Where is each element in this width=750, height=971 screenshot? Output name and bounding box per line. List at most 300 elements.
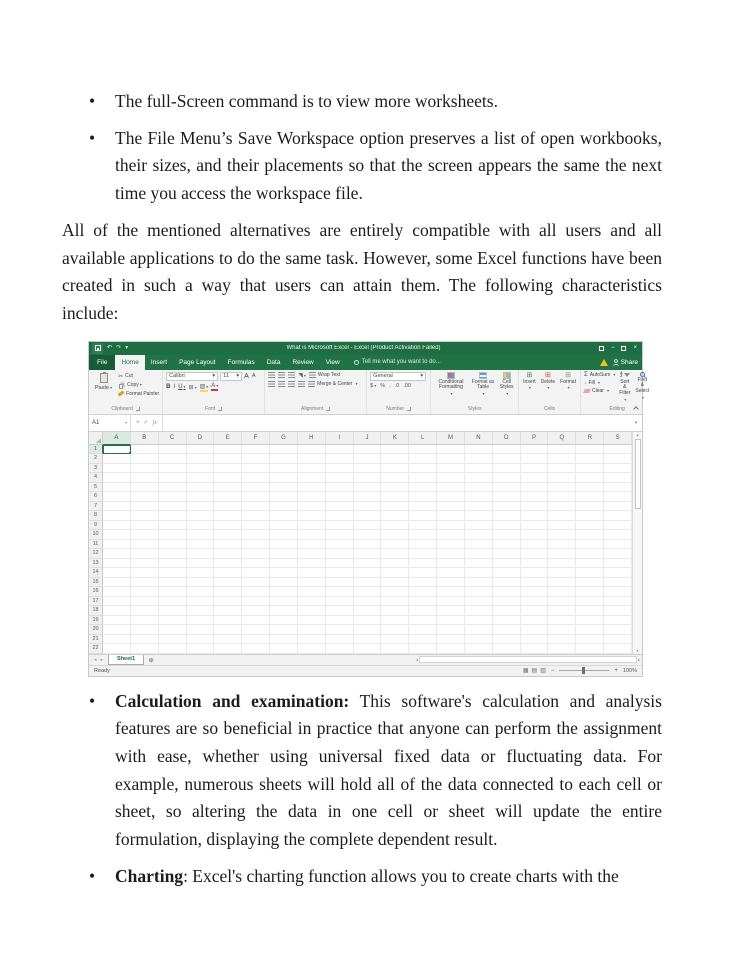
grid-cell[interactable] xyxy=(465,540,493,550)
grid-cell[interactable] xyxy=(604,625,632,635)
page-layout-view-button[interactable]: ▤ xyxy=(531,668,538,675)
grid-cell[interactable] xyxy=(493,568,521,578)
close-button[interactable]: × xyxy=(633,345,637,352)
enter-entry-button[interactable]: ✓ xyxy=(143,420,149,427)
ribbon-tab-view[interactable]: View xyxy=(325,358,340,366)
grid-cell[interactable] xyxy=(576,483,604,493)
fill-color-button[interactable] xyxy=(200,383,209,392)
grid-cell[interactable] xyxy=(326,625,354,635)
grid-cell[interactable] xyxy=(159,511,187,521)
indent-icon[interactable] xyxy=(298,381,305,387)
grid-cell[interactable] xyxy=(242,606,270,616)
prev-sheet-button[interactable]: ◂ xyxy=(94,656,97,663)
grid-cell[interactable] xyxy=(298,587,326,597)
grid-cell[interactable] xyxy=(103,521,131,531)
grid-cell[interactable] xyxy=(576,578,604,588)
row-header-12[interactable]: 12 xyxy=(89,549,103,559)
grid-cell[interactable] xyxy=(381,635,409,645)
undo-button[interactable]: ↶ xyxy=(107,345,113,352)
grid-cell[interactable] xyxy=(214,473,242,483)
grid-cell[interactable] xyxy=(242,597,270,607)
grid-cell[interactable] xyxy=(103,559,131,569)
grid-cell[interactable] xyxy=(131,606,159,616)
grid-cell[interactable] xyxy=(131,540,159,550)
grid-cell[interactable] xyxy=(437,616,465,626)
grid-cell[interactable] xyxy=(381,483,409,493)
grid-cell[interactable] xyxy=(381,454,409,464)
grid-cell[interactable] xyxy=(103,530,131,540)
new-sheet-button[interactable]: ⊕ xyxy=(148,656,154,664)
grid-cell[interactable] xyxy=(187,625,215,635)
grid-cell[interactable] xyxy=(521,454,549,464)
grid-cell[interactable] xyxy=(242,625,270,635)
grid-cell[interactable] xyxy=(159,625,187,635)
redo-button[interactable]: ↷ xyxy=(116,345,122,352)
grid-cell[interactable] xyxy=(187,492,215,502)
grid-cell[interactable] xyxy=(326,616,354,626)
page-break-view-button[interactable]: ▥ xyxy=(540,668,546,675)
grid-cell[interactable] xyxy=(159,473,187,483)
tell-me-box[interactable] xyxy=(354,355,441,370)
grid-cell[interactable] xyxy=(131,511,159,521)
grid-cell[interactable] xyxy=(187,549,215,559)
grow-font-button[interactable]: A xyxy=(244,372,249,380)
grid-cell[interactable] xyxy=(409,511,437,521)
grid-cell[interactable] xyxy=(604,511,632,521)
column-header-m[interactable]: M xyxy=(437,432,465,445)
grid-cell[interactable] xyxy=(409,445,437,455)
grid-cell[interactable] xyxy=(354,540,382,550)
row-header-1[interactable]: 1 xyxy=(89,445,103,455)
grid-cell[interactable] xyxy=(159,454,187,464)
grid-cell[interactable] xyxy=(131,521,159,531)
grid-cell[interactable] xyxy=(465,464,493,474)
grid-cell[interactable] xyxy=(326,464,354,474)
cell-styles-button[interactable]: Cell Styles ▾ xyxy=(498,372,515,397)
grid-cell[interactable] xyxy=(493,606,521,616)
grid-cell[interactable] xyxy=(354,521,382,531)
increase-decimal-button[interactable]: .0 xyxy=(394,382,400,389)
grid-cell[interactable] xyxy=(326,530,354,540)
grid-cell[interactable] xyxy=(270,492,298,502)
grid-cell[interactable] xyxy=(354,616,382,626)
grid-cell[interactable] xyxy=(326,578,354,588)
clear-button[interactable]: Clear ▾ xyxy=(584,388,615,394)
grid-cell[interactable] xyxy=(604,540,632,550)
grid-cell[interactable] xyxy=(409,492,437,502)
grid-cell[interactable] xyxy=(576,521,604,531)
grid-cell[interactable] xyxy=(493,473,521,483)
grid-cell[interactable] xyxy=(354,587,382,597)
number-format-dropdown[interactable]: General ▾ xyxy=(370,372,426,381)
grid-cell[interactable] xyxy=(409,521,437,531)
grid-cell[interactable] xyxy=(437,540,465,550)
grid-cell[interactable] xyxy=(521,502,549,512)
grid-cell[interactable] xyxy=(326,445,354,455)
grid-cell[interactable] xyxy=(465,445,493,455)
column-header-i[interactable]: I xyxy=(326,432,354,445)
grid-cell[interactable] xyxy=(437,521,465,531)
grid-cell[interactable] xyxy=(437,464,465,474)
row-header-10[interactable]: 10 xyxy=(89,530,103,540)
scroll-left-icon[interactable]: ◂ xyxy=(416,657,419,663)
grid-cell[interactable] xyxy=(521,587,549,597)
grid-cell[interactable] xyxy=(159,483,187,493)
grid-cell[interactable] xyxy=(548,578,576,588)
grid-cell[interactable] xyxy=(465,644,493,654)
grid-cell[interactable] xyxy=(465,492,493,502)
grid-cell[interactable] xyxy=(298,445,326,455)
wrap-text-button[interactable]: Wrap Text xyxy=(309,372,340,378)
grid-cell[interactable] xyxy=(326,454,354,464)
grid-cell[interactable] xyxy=(493,578,521,588)
grid-cell[interactable] xyxy=(354,568,382,578)
grid-cell[interactable] xyxy=(326,559,354,569)
grid-cell[interactable] xyxy=(493,635,521,645)
comma-button[interactable]: , xyxy=(389,382,391,389)
grid-cell[interactable] xyxy=(576,511,604,521)
grid-cell[interactable] xyxy=(131,530,159,540)
grid-cell[interactable] xyxy=(214,635,242,645)
minimize-button[interactable]: − xyxy=(610,345,615,352)
grid-cell[interactable] xyxy=(103,473,131,483)
grid-cell[interactable] xyxy=(298,644,326,654)
align-middle-icon[interactable] xyxy=(278,372,285,378)
grid-cell[interactable] xyxy=(437,587,465,597)
grid-cell[interactable] xyxy=(270,625,298,635)
grid-cell[interactable] xyxy=(326,511,354,521)
grid-cell[interactable] xyxy=(103,568,131,578)
grid-cell[interactable] xyxy=(465,616,493,626)
grid-cell[interactable] xyxy=(604,530,632,540)
horizontal-scrollbar[interactable] xyxy=(414,655,642,665)
grid-cell[interactable] xyxy=(548,625,576,635)
grid-cell[interactable] xyxy=(326,540,354,550)
grid-cell[interactable] xyxy=(270,511,298,521)
grid-cell[interactable] xyxy=(437,597,465,607)
grid-cell[interactable] xyxy=(409,606,437,616)
grid-cell[interactable] xyxy=(103,549,131,559)
grid-cell[interactable] xyxy=(270,559,298,569)
grid-cell[interactable] xyxy=(187,578,215,588)
grid-cell[interactable] xyxy=(354,464,382,474)
grid-cell[interactable] xyxy=(159,445,187,455)
row-header-13[interactable]: 13 xyxy=(89,559,103,569)
grid-cell[interactable] xyxy=(354,625,382,635)
font-name-dropdown[interactable]: Calibri ▾ xyxy=(166,372,218,381)
orientation-button[interactable]: ◥ ▾ xyxy=(298,372,306,379)
grid-cell[interactable] xyxy=(604,587,632,597)
grid-cell[interactable] xyxy=(131,445,159,455)
align-left-icon[interactable] xyxy=(268,381,275,387)
font-size-dropdown[interactable]: 11 ▾ xyxy=(220,372,242,381)
grid-cell[interactable] xyxy=(242,483,270,493)
grid-cell[interactable] xyxy=(548,616,576,626)
row-header-22[interactable]: 22 xyxy=(89,644,103,654)
grid-cell[interactable] xyxy=(381,644,409,654)
grid-cell[interactable] xyxy=(159,530,187,540)
grid-cell[interactable] xyxy=(548,454,576,464)
grid-cell[interactable] xyxy=(521,616,549,626)
grid-cell[interactable] xyxy=(326,473,354,483)
grid-cell[interactable] xyxy=(298,559,326,569)
grid-cell[interactable] xyxy=(131,549,159,559)
grid-cell[interactable] xyxy=(103,644,131,654)
grid-cell[interactable] xyxy=(159,559,187,569)
grid-cell[interactable] xyxy=(493,549,521,559)
ribbon-tab-file[interactable]: File xyxy=(89,355,115,370)
grid-cell[interactable] xyxy=(409,578,437,588)
copy-button[interactable]: Copy ▾ xyxy=(118,382,159,389)
grid-cell[interactable] xyxy=(465,483,493,493)
insert-function-button[interactable]: fx xyxy=(152,419,157,426)
grid-cell[interactable] xyxy=(214,511,242,521)
grid-cell[interactable] xyxy=(521,483,549,493)
grid-cell[interactable] xyxy=(326,492,354,502)
delete-cells-button[interactable]: ⊞ Delete ▾ xyxy=(540,372,556,391)
grid-cell[interactable] xyxy=(326,549,354,559)
grid-cell[interactable] xyxy=(270,606,298,616)
grid-cell[interactable] xyxy=(604,492,632,502)
row-header-18[interactable]: 18 xyxy=(89,606,103,616)
scroll-right-icon[interactable]: ▸ xyxy=(637,657,640,663)
grid-cell[interactable] xyxy=(354,635,382,645)
ribbon-tab-review[interactable]: Review xyxy=(292,358,314,366)
grid-cell[interactable] xyxy=(242,445,270,455)
grid-cell[interactable] xyxy=(242,549,270,559)
grid-cell[interactable] xyxy=(409,635,437,645)
sort-filter-button[interactable]: A Z Sort & Filter ▾ xyxy=(618,372,631,403)
grid-cell[interactable] xyxy=(604,606,632,616)
grid-cell[interactable] xyxy=(521,568,549,578)
grid-cell[interactable] xyxy=(465,511,493,521)
grid-cell[interactable] xyxy=(465,606,493,616)
grid-cell[interactable] xyxy=(409,464,437,474)
grid-cell[interactable] xyxy=(242,587,270,597)
merge-center-button[interactable]: Merge & Center ▾ xyxy=(308,381,357,387)
grid-cell[interactable] xyxy=(354,445,382,455)
dialog-launcher-icon[interactable] xyxy=(407,407,411,411)
grid-cell[interactable] xyxy=(270,597,298,607)
grid-cell[interactable] xyxy=(604,559,632,569)
grid-cell[interactable] xyxy=(159,578,187,588)
ribbon-tab-home[interactable]: Home xyxy=(115,355,144,370)
italic-button[interactable]: I xyxy=(173,384,176,391)
row-header-17[interactable]: 17 xyxy=(89,597,103,607)
grid-cell[interactable] xyxy=(131,578,159,588)
row-header-5[interactable]: 5 xyxy=(89,483,103,493)
grid-cell[interactable] xyxy=(103,587,131,597)
grid-cell[interactable] xyxy=(242,492,270,502)
grid-cell[interactable] xyxy=(270,578,298,588)
grid-cell[interactable] xyxy=(521,559,549,569)
grid-cell[interactable] xyxy=(298,540,326,550)
grid-cell[interactable] xyxy=(493,616,521,626)
grid-cell[interactable] xyxy=(465,559,493,569)
align-bottom-icon[interactable] xyxy=(288,372,295,378)
grid-cell[interactable] xyxy=(242,530,270,540)
row-header-21[interactable]: 21 xyxy=(89,635,103,645)
grid-cell[interactable] xyxy=(103,492,131,502)
grid-cell[interactable] xyxy=(354,597,382,607)
grid-cell[interactable] xyxy=(548,597,576,607)
grid-cell[interactable] xyxy=(214,540,242,550)
grid-cell[interactable] xyxy=(409,625,437,635)
grid-cell[interactable] xyxy=(298,492,326,502)
grid-cell[interactable] xyxy=(159,587,187,597)
grid-cell[interactable] xyxy=(493,625,521,635)
grid-cell[interactable] xyxy=(521,635,549,645)
grid-cell[interactable] xyxy=(214,454,242,464)
normal-view-button[interactable]: ▦ xyxy=(522,668,529,675)
vertical-scroll-thumb[interactable] xyxy=(635,439,641,509)
grid-cell[interactable] xyxy=(576,502,604,512)
paste-button[interactable]: Paste ▾ xyxy=(92,372,115,392)
grid-cell[interactable] xyxy=(576,445,604,455)
grid-cell[interactable] xyxy=(604,578,632,588)
grid-cell[interactable] xyxy=(131,483,159,493)
grid-cell[interactable] xyxy=(159,502,187,512)
grid-cell[interactable] xyxy=(437,635,465,645)
grid-cell[interactable] xyxy=(131,568,159,578)
grid-cell[interactable] xyxy=(576,454,604,464)
grid-cell[interactable] xyxy=(604,473,632,483)
ribbon-tab-data[interactable]: Data xyxy=(266,358,281,366)
grid-cell[interactable] xyxy=(326,644,354,654)
grid-cell[interactable] xyxy=(159,597,187,607)
grid-cell[interactable] xyxy=(604,502,632,512)
grid-cell[interactable] xyxy=(354,644,382,654)
grid-cell[interactable] xyxy=(354,492,382,502)
shrink-font-button[interactable]: A xyxy=(251,373,256,380)
select-all-corner[interactable] xyxy=(89,432,103,445)
row-header-7[interactable]: 7 xyxy=(89,502,103,512)
grid-cell[interactable] xyxy=(187,502,215,512)
format-cells-button[interactable]: ⊞ Format ▾ xyxy=(559,372,577,391)
grid-cell[interactable] xyxy=(298,597,326,607)
grid-cell[interactable] xyxy=(187,559,215,569)
grid-cell[interactable] xyxy=(576,549,604,559)
grid-cell[interactable] xyxy=(298,511,326,521)
row-header-9[interactable]: 9 xyxy=(89,521,103,531)
grid-cell[interactable] xyxy=(604,483,632,493)
grid-cell[interactable] xyxy=(242,521,270,531)
accounting-format-button[interactable]: $ ▾ xyxy=(370,383,376,389)
conditional-formatting-button[interactable]: Conditional Formatting ▾ xyxy=(434,372,468,397)
zoom-slider[interactable] xyxy=(559,670,609,671)
grid-cell[interactable] xyxy=(298,616,326,626)
grid-cell[interactable] xyxy=(270,540,298,550)
grid-cell[interactable] xyxy=(242,616,270,626)
cancel-entry-button[interactable]: × xyxy=(136,419,140,426)
grid-cell[interactable] xyxy=(131,587,159,597)
grid-cell[interactable] xyxy=(548,568,576,578)
row-header-14[interactable]: 14 xyxy=(89,568,103,578)
row-header-6[interactable]: 6 xyxy=(89,492,103,502)
grid-cell[interactable] xyxy=(354,606,382,616)
grid-cell[interactable] xyxy=(521,492,549,502)
column-header-g[interactable]: G xyxy=(270,432,298,445)
grid-cell[interactable] xyxy=(298,606,326,616)
grid-cell[interactable] xyxy=(326,606,354,616)
grid-cell[interactable] xyxy=(548,483,576,493)
grid-cell[interactable] xyxy=(187,568,215,578)
grid-cell[interactable] xyxy=(159,549,187,559)
grid-cell[interactable] xyxy=(381,587,409,597)
grid-cell[interactable] xyxy=(465,625,493,635)
grid-cell[interactable] xyxy=(214,464,242,474)
grid-cell[interactable] xyxy=(131,559,159,569)
grid-cell[interactable] xyxy=(437,445,465,455)
grid-cell[interactable] xyxy=(103,625,131,635)
grid-cell[interactable] xyxy=(242,502,270,512)
column-header-l[interactable]: L xyxy=(409,432,437,445)
grid-cell[interactable] xyxy=(131,625,159,635)
grid-cell[interactable] xyxy=(576,464,604,474)
column-header-r[interactable]: R xyxy=(576,432,604,445)
grid-cell[interactable] xyxy=(548,644,576,654)
align-top-icon[interactable] xyxy=(268,372,275,378)
grid-cell[interactable] xyxy=(465,473,493,483)
grid-cell[interactable] xyxy=(354,549,382,559)
grid-cell[interactable] xyxy=(576,568,604,578)
grid-cell[interactable] xyxy=(548,587,576,597)
grid-cell[interactable] xyxy=(354,483,382,493)
grid-cell[interactable] xyxy=(465,549,493,559)
grid-cell[interactable] xyxy=(493,511,521,521)
grid-cell[interactable] xyxy=(187,635,215,645)
grid-cell[interactable] xyxy=(548,530,576,540)
grid-cell[interactable] xyxy=(381,473,409,483)
grid-cell[interactable] xyxy=(381,559,409,569)
grid-cell[interactable] xyxy=(409,483,437,493)
grid-cell[interactable] xyxy=(409,644,437,654)
grid-cell[interactable] xyxy=(270,473,298,483)
grid-cell[interactable] xyxy=(103,606,131,616)
grid-cell[interactable] xyxy=(381,606,409,616)
grid-cell[interactable] xyxy=(604,568,632,578)
grid-cell[interactable] xyxy=(270,530,298,540)
grid-cell[interactable] xyxy=(131,502,159,512)
grid-cell[interactable] xyxy=(187,616,215,626)
find-select-button[interactable]: Find & Select ▾ xyxy=(634,372,650,401)
grid-cell[interactable] xyxy=(493,587,521,597)
grid-cell[interactable] xyxy=(576,540,604,550)
grid-cell[interactable] xyxy=(521,473,549,483)
zoom-slider-thumb[interactable] xyxy=(582,667,585,674)
scroll-down-icon[interactable]: ▾ xyxy=(636,647,639,653)
grid-cell[interactable] xyxy=(437,568,465,578)
grid-cell[interactable] xyxy=(187,587,215,597)
grid-cell[interactable] xyxy=(326,502,354,512)
column-header-j[interactable]: J xyxy=(354,432,382,445)
grid-cell[interactable] xyxy=(604,521,632,531)
grid-cell[interactable] xyxy=(103,540,131,550)
grid-cell[interactable] xyxy=(214,445,242,455)
grid-cell[interactable] xyxy=(187,473,215,483)
grid-cell[interactable] xyxy=(242,473,270,483)
grid-cell[interactable] xyxy=(214,578,242,588)
grid-cell[interactable] xyxy=(270,521,298,531)
grid-cell[interactable] xyxy=(437,625,465,635)
formula-input[interactable] xyxy=(163,415,630,431)
grid-cell[interactable] xyxy=(326,521,354,531)
grid-cell[interactable] xyxy=(409,502,437,512)
grid-cell[interactable] xyxy=(326,483,354,493)
grid-cell[interactable] xyxy=(576,606,604,616)
grid-cell[interactable] xyxy=(214,521,242,531)
grid-cell[interactable] xyxy=(409,559,437,569)
